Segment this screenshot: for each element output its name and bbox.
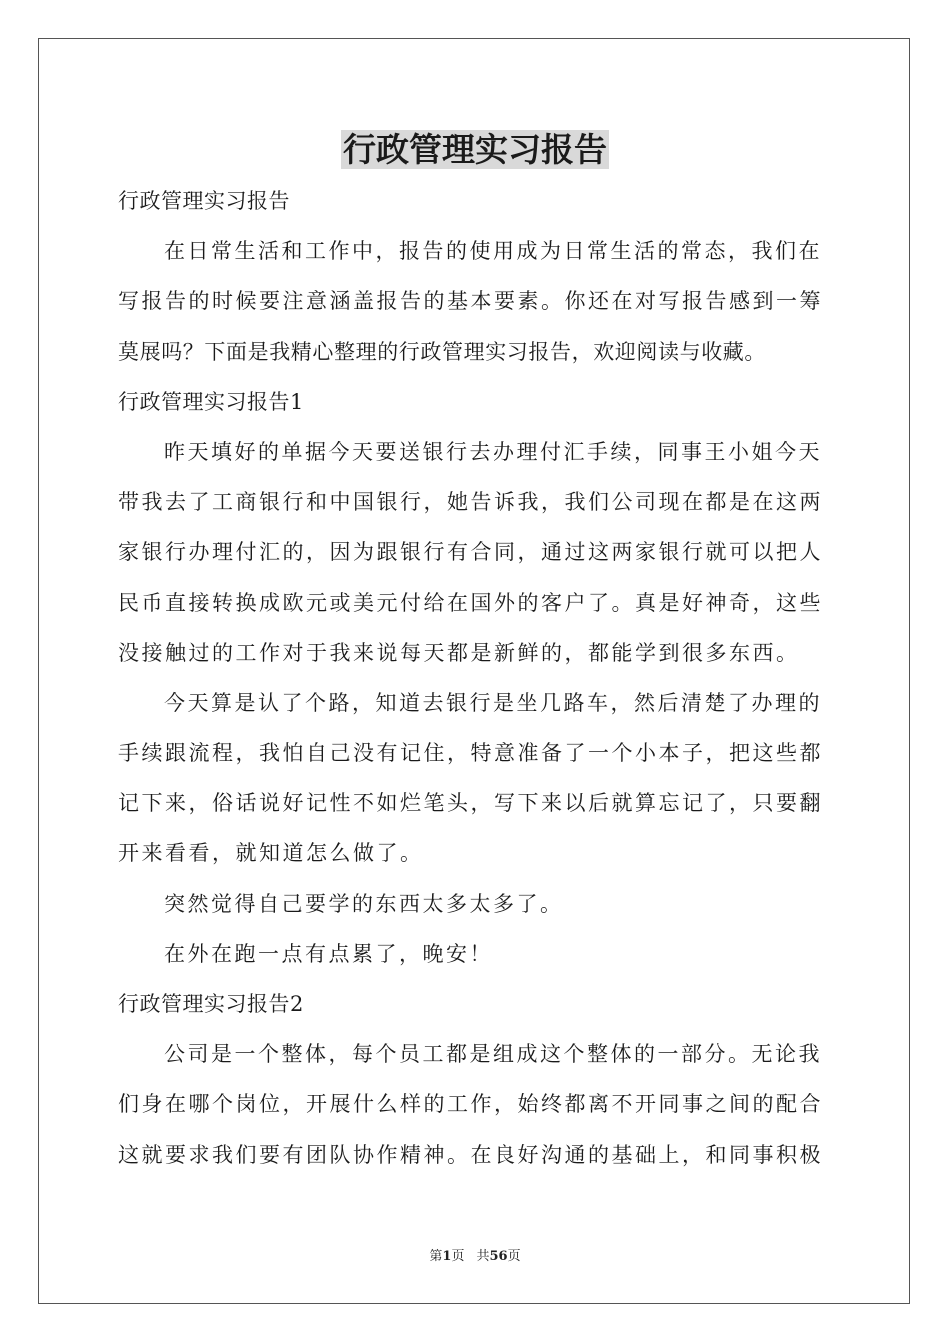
page-number: 1 bbox=[442, 1249, 452, 1264]
subtitle-line: 行政管理实习报告 bbox=[118, 189, 290, 213]
document-title-text: 行政管理实习报告 bbox=[343, 130, 607, 169]
paragraph-line: 今天算是认了个路，知道去银行是坐几路车，然后清楚了办理的 bbox=[164, 690, 822, 715]
page-prefix: 第 bbox=[429, 1249, 443, 1264]
paragraph-line: 没接触过的工作对于我来说每天都是新鲜的，都能学到很多东西。 bbox=[118, 640, 800, 665]
paragraph-line: 们身在哪个岗位，开展什么样的工作，始终都离不开同事之间的配合 bbox=[118, 1092, 823, 1117]
paragraph-line: 民币直接转换成欧元或美元付给在国外的客户了。真是好神奇，这些 bbox=[118, 590, 823, 615]
paragraph-line: 昨天填好的单据今天要送银行去办理付汇手续，同事王小姐今天 bbox=[164, 439, 822, 464]
document-body bbox=[118, 176, 836, 1180]
section-heading: 行政管理实习报告2 bbox=[118, 992, 304, 1016]
paragraph-line: 这就要求我们要有团队协作精神。在良好沟通的基础上，和同事积极 bbox=[118, 1142, 823, 1167]
paragraph-line: 写报告的时候要注意涵盖报告的基本要素。你还在对写报告感到一筹 bbox=[118, 289, 823, 314]
page-suffix: 页 bbox=[451, 1249, 465, 1264]
total-prefix: 共 bbox=[476, 1249, 490, 1264]
paragraph-line: 公司是一个整体，每个员工都是组成这个整体的一部分。无论我 bbox=[164, 1042, 822, 1067]
paragraph-line: 带我去了工商银行和中国银行，她告诉我，我们公司现在都是在这两 bbox=[118, 490, 823, 515]
document-title bbox=[0, 128, 950, 172]
total-suffix: 页 bbox=[507, 1249, 521, 1264]
paragraph-line: 在日常生活和工作中，报告的使用成为日常生活的常态，我们在 bbox=[164, 239, 822, 264]
paragraph-line: 开来看看，就知道怎么做了。 bbox=[118, 841, 424, 866]
paragraph-line: 莫展吗？下面是我精心整理的行政管理实习报告，欢迎阅读与收藏。 bbox=[118, 339, 766, 364]
paragraph-line: 记下来，俗话说好记性不如烂笔头，写下来以后就算忘记了，只要翻 bbox=[118, 791, 823, 816]
total-pages: 56 bbox=[489, 1249, 508, 1264]
page-footer bbox=[0, 1248, 950, 1266]
paragraph-line: 手续跟流程，我怕自己没有记住，特意准备了一个小本子，把这些都 bbox=[118, 741, 823, 766]
paragraph-line: 家银行办理付汇的，因为跟银行有合同，通过这两家银行就可以把人 bbox=[118, 540, 823, 565]
paragraph-line: 突然觉得自己要学的东西太多太多了。 bbox=[164, 891, 564, 916]
section-heading: 行政管理实习报告1 bbox=[118, 389, 304, 414]
paragraph-line: 在外在跑一点有点累了，晚安！ bbox=[164, 941, 493, 966]
